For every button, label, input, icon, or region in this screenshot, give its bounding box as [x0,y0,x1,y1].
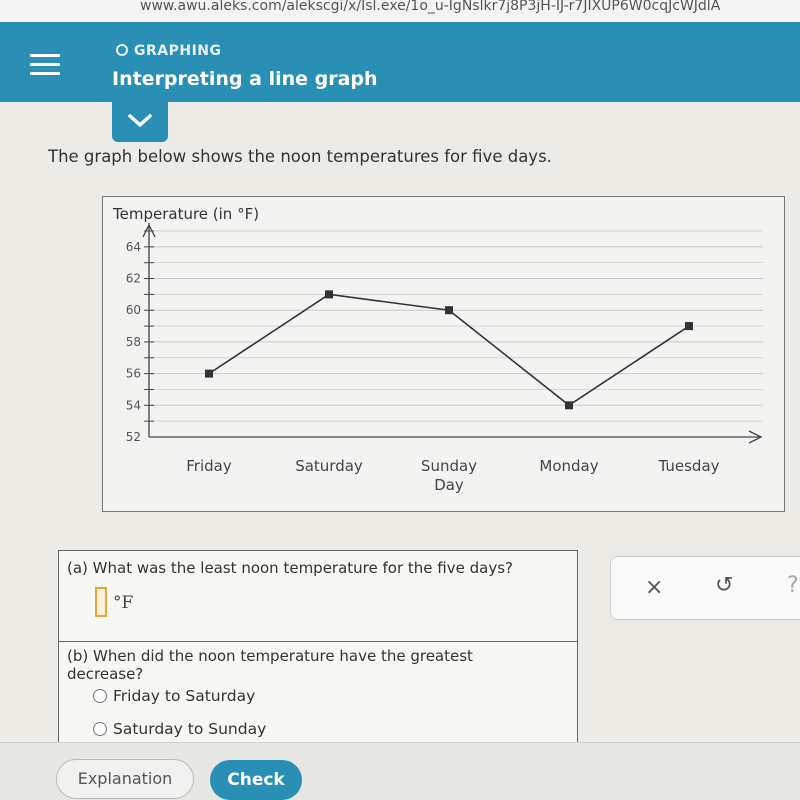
radio-icon[interactable] [93,722,107,736]
y-tick-label: 56 [125,366,141,381]
y-tick-label: 52 [125,430,141,444]
radio-icon[interactable] [93,689,107,703]
answer-a-unit: °F [113,593,134,613]
data-point [445,306,453,314]
chart-canvas [103,197,786,513]
collapse-toggle-button[interactable] [112,102,168,142]
y-tick-label: 54 [125,398,141,413]
question-panel [58,550,578,755]
data-point [325,290,333,298]
topic-label [116,43,222,59]
chevron-down-icon [126,110,154,130]
x-tick-label: Monday [539,457,599,475]
question-a-text: (a) What was the least noon temperature for the five days? [67,559,513,577]
x-tick-label: Saturday [295,457,363,475]
line-graph [102,196,785,512]
question-b-text: (b) When did the noon temperature have the greatest decrease? [67,647,473,683]
y-tick-label: 64 [125,239,141,254]
option-label: Friday to Saturday [113,687,256,705]
y-axis-title: Temperature (in °F) [113,205,260,223]
x-tick-label: Tuesday [658,457,720,475]
option-label: Saturday to Sunday [113,720,267,738]
check-button[interactable]: Check [210,760,302,800]
data-point [685,322,693,330]
x-axis-title: Day [434,476,464,494]
problem-prompt: The graph below shows the noon temperatures for five days. [48,147,552,166]
page-title: Interpreting a line graph [112,68,378,90]
x-tick-label: Friday [186,457,232,475]
undo-icon[interactable]: ↺ [715,573,734,598]
x-tick-label: Sunday [420,457,478,475]
topic-text: GRAPHING [134,43,222,59]
answer-a-input[interactable] [95,587,107,617]
y-tick-label: 60 [125,303,141,318]
topic-circle-icon [116,44,128,56]
browser-url-bar[interactable] [0,0,800,22]
data-point [205,370,213,378]
option-saturday-sunday[interactable] [93,720,266,738]
hamburger-menu-icon[interactable] [30,54,60,78]
explanation-button[interactable]: Explanation [56,759,194,799]
y-tick-label: 58 [125,334,141,349]
question-divider [59,641,577,642]
clear-icon[interactable]: × [645,575,664,600]
url-text: www.awu.aleks.com/alekscgi/x/Isl.exe/1o_u-IgNslkr7j8P3jH-IJ-r7JIXUP6W0cqJcWJdlA [140,0,721,14]
help-icon[interactable]: ? [787,573,799,598]
top-header [0,22,800,102]
answer-tools [610,556,800,620]
option-friday-saturday[interactable] [93,687,255,705]
y-tick-label: 62 [125,271,141,286]
data-point [565,401,573,409]
footer-bar [0,742,800,800]
